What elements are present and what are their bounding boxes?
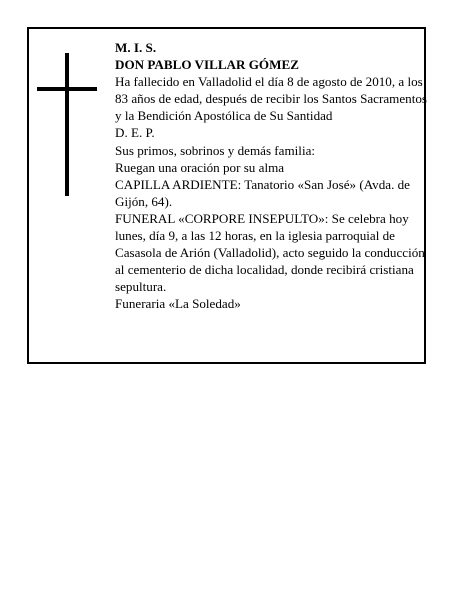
funeral-home: Funeraria «La Soledad»: [115, 296, 241, 312]
cross-vertical-bar: [65, 53, 69, 196]
notice-header: M. I. S.: [115, 40, 157, 55]
deceased-name: DON PABLO VILLAR GÓMEZ: [115, 57, 299, 73]
notice-text: [115, 39, 427, 313]
cross-icon: [37, 53, 97, 196]
death-announcement: Ha fallecido en Valladolid el día 8 de agosto de 2010, a los 83 años de edad, después de recibir los Santos Sacramentos y la Bendición Apostólica de Su Santidad: [115, 74, 427, 124]
family-line: Sus primos, sobrinos y demás familia:: [115, 142, 316, 158]
chapel-info: CAPILLA ARDIENTE: Tanatorio «San José» (Avda. de Gijón, 64).: [115, 176, 410, 209]
prayer-request: Ruegan una oración por su alma: [115, 159, 285, 175]
rest-in-peace: D. E. P.: [115, 125, 155, 141]
funeral-info: FUNERAL «CORPORE INSEPULTO»: Se celebra hoy lunes, día 9, a las 12 horas, en la iglesia parroquial de Casasola de Arión (Valladolid), acto seguido la conducción al cementerio de dicha localidad, donde recibirá cristiana sepultura.: [115, 210, 425, 295]
cross-horizontal-bar: [37, 87, 97, 91]
